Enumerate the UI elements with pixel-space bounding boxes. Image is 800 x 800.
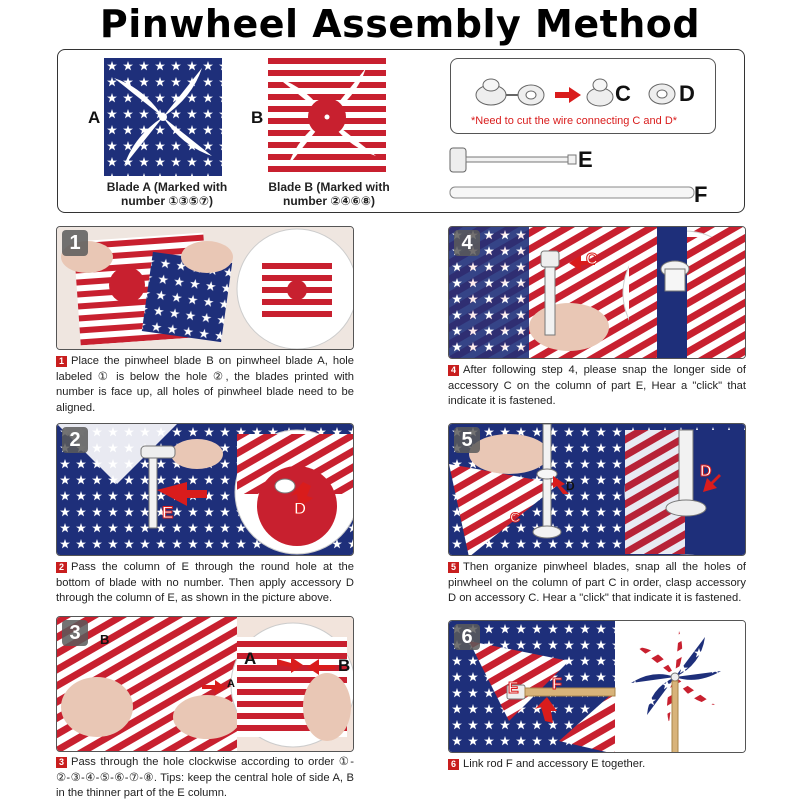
accessory-c-letter: C — [615, 81, 631, 106]
step-5-text: Then organize pinwheel blades, snap all the holes of pinwheel on the column of part C in order, clasp accessory D on accessory C. Hear a "click" that indicate it is fastened. — [448, 561, 746, 604]
step-4-caption — [448, 363, 746, 410]
step-3-label-a-1: A — [227, 678, 235, 690]
step-3-label-a-2: A — [244, 649, 257, 668]
step-2-label-d: D — [294, 499, 307, 518]
step-1-photo — [56, 226, 354, 350]
blade-b-label: Blade B (Marked with number ②④⑥⑧) — [268, 180, 390, 208]
part-f-image — [448, 184, 698, 202]
step-5-label-d-2: D — [700, 463, 712, 480]
part-e-image — [448, 142, 578, 178]
blade-a-label: Blade A (Marked with number ①③⑤⑦) — [106, 180, 228, 208]
part-f-letter: F — [694, 182, 708, 207]
step-2-number: 2 — [62, 427, 88, 453]
step-1-caption — [56, 354, 354, 416]
step-5-label-c: C — [510, 509, 521, 525]
step-5-caption — [448, 560, 746, 607]
step-4-text: After following step 4, please snap the longer side of accessory C on the column of part E, Hear a "click" that indicate it is fastened. — [448, 364, 746, 407]
accessory-box — [450, 58, 716, 134]
step-3-label-b-2: B — [338, 656, 351, 675]
step-2-badge: 2 — [56, 562, 67, 573]
blade-b-image — [268, 58, 386, 176]
step-2-photo — [56, 423, 354, 556]
step-6-number: 6 — [454, 624, 480, 650]
step-1-text: Place the pinwheel blade B on pinwheel blade A, hole labeled ① is below the hole ②, the blades printed with number is face up, all holes of pinwheel blade need to be aligned. — [56, 355, 354, 414]
accessory-c-image — [585, 69, 615, 111]
step-4-badge: 4 — [448, 365, 459, 376]
blade-a-letter: A — [88, 108, 101, 127]
step-5-number: 5 — [454, 427, 480, 453]
step-3-label-b-1: B — [100, 632, 110, 647]
step-6-badge: 6 — [448, 759, 459, 770]
step-4-number: 4 — [454, 230, 480, 256]
accessory-d-image — [647, 81, 677, 107]
step-3-caption — [56, 755, 354, 800]
arrow-right-icon — [555, 87, 581, 103]
step-6-caption — [448, 757, 746, 773]
step-5-label-d-1: D — [566, 479, 575, 493]
parts-overview — [57, 49, 745, 213]
step-3-number: 3 — [62, 620, 88, 646]
accessory-d-letter: D — [679, 81, 695, 106]
step-1-number: 1 — [62, 230, 88, 256]
step-2-caption — [56, 560, 354, 607]
step-6-photo — [448, 620, 746, 753]
part-e-letter: E — [578, 147, 593, 172]
blade-a-image — [104, 58, 222, 176]
blade-b-letter: B — [251, 108, 264, 127]
accessory-note: *Need to cut the wire connecting C and D* — [471, 115, 678, 127]
step-3-text: Pass through the hole clockwise according to order ①-②-③-④-⑤-⑥-⑦-⑧. Tips: keep the central hole of side A, B in the thinner part of the E column. — [56, 756, 354, 799]
step-1-badge: 1 — [56, 356, 67, 367]
step-5-badge: 5 — [448, 562, 459, 573]
step-6-label-f: F — [552, 676, 562, 693]
step-6-text: Link rod F and accessory E together. — [463, 758, 646, 770]
step-2-text: Pass the column of E through the round hole at the bottom of blade with no number. Then apply accessory D through the column of E, as shown in the picture above. — [56, 561, 354, 604]
step-4-label-c: C — [586, 251, 598, 268]
step-6-label-e: E — [508, 680, 519, 697]
step-4-photo — [448, 226, 746, 359]
step-5-photo — [448, 423, 746, 556]
page-title: Pinwheel Assembly Method — [99, 2, 701, 46]
step-3-badge: 3 — [56, 757, 67, 768]
step-2-label-e: E — [162, 503, 174, 522]
